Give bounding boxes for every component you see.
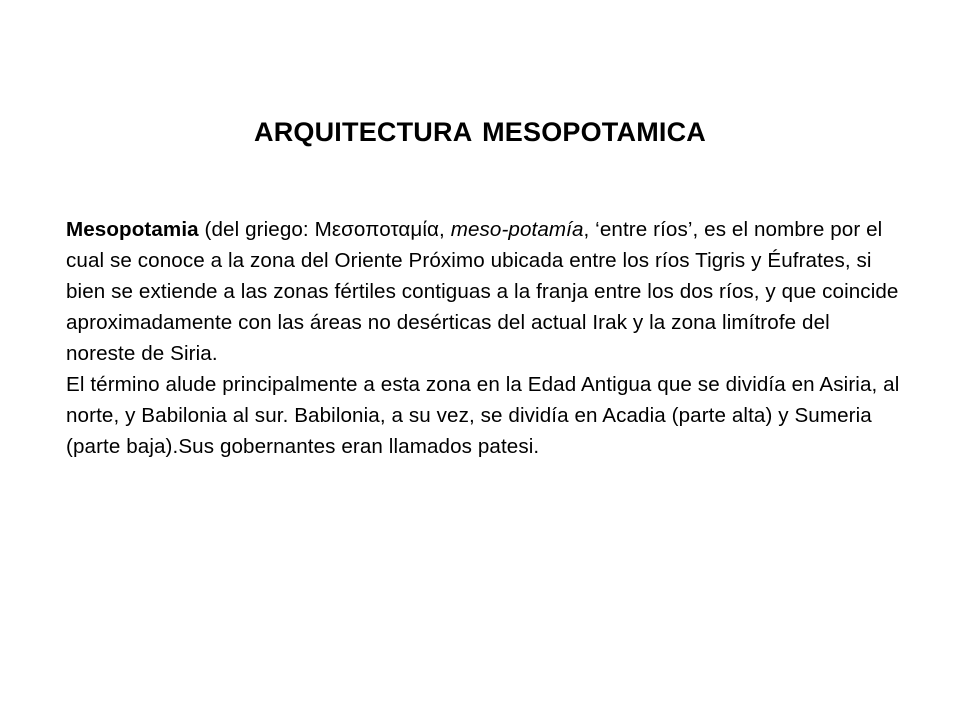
term-mesopotamia: Mesopotamia: [66, 218, 199, 241]
slide-body: [66, 214, 902, 462]
paragraph-mesopotamia: [66, 214, 902, 369]
paragraph1-part1: (del griego: Μεσοποταμία,: [198, 218, 451, 241]
slide-title: ARQUITECTURA MESOPOTAMICA: [254, 117, 706, 147]
paragraph1-italic: meso-potamía: [450, 218, 584, 241]
paragraph-termino: El término alude principalmente a esta zona en la Edad Antigua que se dividía en Asiria, al norte, y Babilonia al sur. Babilonia, a su vez, se dividía en Acadia (parte alta) y Sumeria (parte baja).Sus gobernantes eran llamados patesi.: [66, 373, 900, 458]
paragraph1-part2: , ‘entre ríos’, es el nombre por el cual se conoce a la zona del Oriente Próximo ubicada entre los ríos Tigris y Éufrates, si bien se extiende a las zonas fértiles contiguas a la franja entre los dos ríos, y que coincide aproximadamente con las áreas no desérticas del actual Irak y la zona limítrofe del noreste de Siria.: [66, 218, 899, 365]
